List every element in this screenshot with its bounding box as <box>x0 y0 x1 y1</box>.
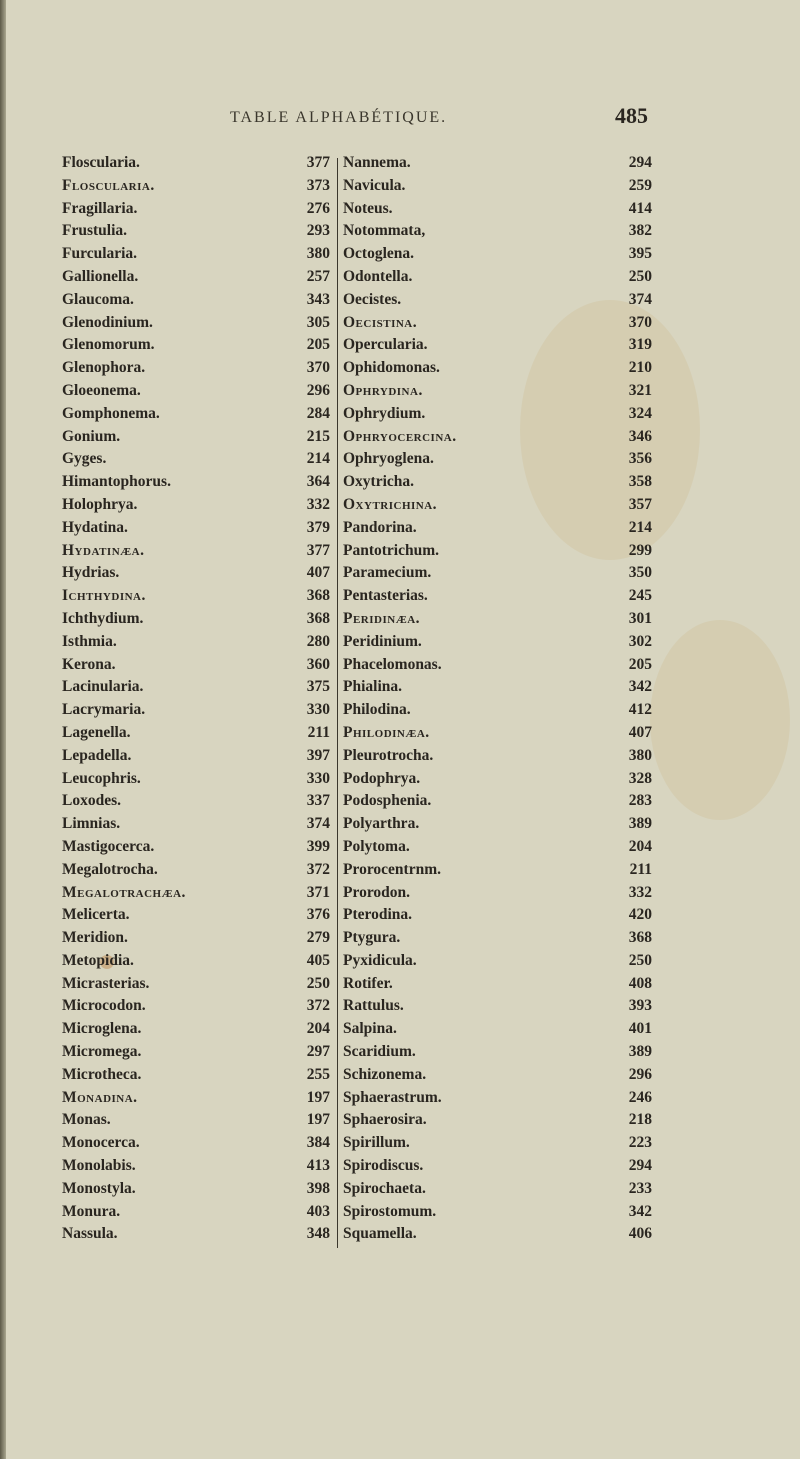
left-entry-page: 332 <box>306 495 330 513</box>
right-entry-page: 380 <box>628 746 652 764</box>
left-entry-name: Hydatinæa. <box>62 541 145 559</box>
right-entry-name: Podosphenia. <box>343 792 432 810</box>
left-entry-page: 379 <box>306 518 330 536</box>
index-row <box>0 243 800 266</box>
left-entry-page: 293 <box>306 222 330 240</box>
index-row <box>0 426 800 449</box>
right-entry-page: 223 <box>628 1134 652 1152</box>
left-entry-page: 280 <box>306 632 330 650</box>
index-row <box>0 995 800 1018</box>
right-entry-page: 214 <box>628 518 652 536</box>
index-table <box>0 152 800 1246</box>
left-entry-page: 279 <box>306 929 330 947</box>
index-row <box>0 1178 800 1201</box>
right-entry-page: 407 <box>628 723 652 741</box>
left-entry-name: Glenomorum. <box>62 336 155 354</box>
right-entry-name: Spirillum. <box>343 1134 410 1152</box>
index-row <box>0 152 800 175</box>
left-entry-page: 398 <box>306 1179 330 1197</box>
right-entry-name: Notommata, <box>343 222 426 240</box>
index-row <box>0 540 800 563</box>
right-entry-page: 357 <box>628 495 652 513</box>
left-entry-page: 368 <box>306 587 330 605</box>
page-number: 485 <box>615 103 648 128</box>
index-row <box>0 585 800 608</box>
right-entry-name: Rotifer. <box>343 974 393 992</box>
left-entry-name: Limnias. <box>62 815 121 833</box>
index-row <box>0 1087 800 1110</box>
left-entry-page: 215 <box>306 427 330 445</box>
right-entry-name: Ophryoglena. <box>343 450 434 468</box>
left-entry-name: Floscularia. <box>62 154 140 171</box>
right-entry-page: 296 <box>628 1065 652 1083</box>
left-entry-page: 372 <box>306 997 330 1015</box>
index-row <box>0 813 800 836</box>
index-row <box>0 448 800 471</box>
right-entry-page: 358 <box>628 473 652 491</box>
left-entry-name: Hydatina. <box>62 518 128 536</box>
index-row <box>0 790 800 813</box>
right-entry-name: Ophrydina. <box>343 381 423 399</box>
left-entry-name: Ichthydina. <box>62 587 146 605</box>
right-entry-name: Pyxidicula. <box>343 951 417 969</box>
index-row <box>0 676 800 699</box>
index-row <box>0 334 800 357</box>
index-row <box>0 562 800 585</box>
left-entry-name: Kerona. <box>62 655 116 673</box>
right-entry-page: 374 <box>628 290 652 308</box>
left-entry-page: 380 <box>306 245 330 263</box>
index-row <box>0 494 800 517</box>
left-entry-name: Lagenella. <box>62 723 131 741</box>
left-entry-name: Loxodes. <box>62 792 121 810</box>
right-entry-page: 210 <box>628 359 652 377</box>
index-row <box>0 745 800 768</box>
right-entry-name: Salpina. <box>343 1020 397 1038</box>
left-entry-page: 214 <box>306 450 330 468</box>
right-entry-page: 408 <box>628 974 652 992</box>
index-row <box>0 1201 800 1224</box>
right-entry-name: Noteus. <box>343 199 393 217</box>
left-entry-page: 371 <box>306 883 330 901</box>
left-entry-page: 204 <box>306 1020 330 1038</box>
left-entry-name: Glenophora. <box>62 359 146 377</box>
left-entry-name: Nassula. <box>62 1225 118 1243</box>
index-row <box>0 266 800 289</box>
left-entry-page: 407 <box>306 564 330 582</box>
right-entry-name: Spirodiscus. <box>343 1157 424 1175</box>
running-title: TABLE ALPHABÉTIQUE. <box>230 109 448 126</box>
right-entry-name: Prorodon. <box>343 883 411 901</box>
left-entry-name: Furcularia. <box>62 245 138 263</box>
right-entry-name: Sphaerosira. <box>343 1111 427 1129</box>
page-header <box>0 103 800 133</box>
left-entry-name: Metopidia. <box>62 951 134 969</box>
right-entry-name: Ophryocercina. <box>343 427 457 445</box>
left-entry-page: 205 <box>306 336 330 354</box>
left-entry-page: 211 <box>307 723 330 741</box>
index-row <box>0 1223 800 1246</box>
index-row <box>0 471 800 494</box>
right-entry-page: 250 <box>628 267 652 285</box>
left-entry-name: Mastigocerca. <box>62 837 155 855</box>
right-entry-name: Scaridium. <box>343 1043 416 1061</box>
left-entry-name: Microcodon. <box>62 997 146 1015</box>
right-entry-name: Oecistina. <box>343 313 418 331</box>
left-entry-name: Glaucoma. <box>62 290 134 308</box>
right-entry-page: 420 <box>628 906 652 924</box>
left-entry-name: Micromega. <box>62 1043 142 1061</box>
right-entry-name: Ophrydium. <box>343 404 426 422</box>
left-entry-name: Gyges. <box>62 450 107 468</box>
right-entry-name: Polyarthra. <box>343 815 420 833</box>
index-row <box>0 1155 800 1178</box>
right-entry-name: Octoglena. <box>343 245 415 263</box>
right-entry-name: Pentasterias. <box>343 587 428 605</box>
right-entry-name: Schizonema. <box>343 1065 427 1083</box>
right-entry-page: 356 <box>628 450 652 468</box>
left-entry-page: 377 <box>306 154 330 171</box>
left-entry-name: Lepadella. <box>62 746 132 764</box>
left-entry-page: 374 <box>306 815 330 833</box>
left-entry-page: 368 <box>306 609 330 627</box>
left-entry-name: Ichthydium. <box>62 609 144 627</box>
index-row <box>0 517 800 540</box>
left-entry-page: 337 <box>306 792 330 810</box>
index-row <box>0 608 800 631</box>
left-entry-page: 257 <box>306 267 330 285</box>
left-entry-page: 397 <box>306 746 330 764</box>
left-entry-page: 297 <box>306 1043 330 1061</box>
index-row <box>0 904 800 927</box>
right-entry-page: 406 <box>628 1225 652 1243</box>
left-entry-name: Gonium. <box>62 427 121 445</box>
right-entry-name: Oecistes. <box>343 290 402 308</box>
right-entry-page: 370 <box>628 313 652 331</box>
right-entry-page: 346 <box>628 427 652 445</box>
left-entry-page: 343 <box>306 290 330 308</box>
index-row <box>0 722 800 745</box>
left-entry-page: 330 <box>306 769 330 787</box>
left-entry-page: 377 <box>306 541 330 559</box>
right-entry-page: 302 <box>628 632 652 650</box>
index-row <box>0 198 800 221</box>
right-entry-name: Opercularia. <box>343 336 428 354</box>
left-entry-name: Gallionella. <box>62 267 139 285</box>
right-entry-page: 321 <box>628 381 652 399</box>
left-entry-page: 372 <box>306 860 330 878</box>
index-row <box>0 836 800 859</box>
right-entry-page: 319 <box>628 336 652 354</box>
right-entry-page: 401 <box>628 1020 652 1038</box>
index-row <box>0 950 800 973</box>
right-entry-page: 301 <box>628 609 652 627</box>
right-entry-page: 389 <box>628 815 652 833</box>
right-entry-name: Nannema. <box>343 154 411 171</box>
right-entry-page: 324 <box>628 404 652 422</box>
right-entry-page: 382 <box>628 222 652 240</box>
left-entry-name: Gomphonema. <box>62 404 160 422</box>
right-entry-page: 414 <box>628 199 652 217</box>
index-row <box>0 859 800 882</box>
left-entry-name: Gloeonema. <box>62 381 141 399</box>
right-entry-name: Philodina. <box>343 701 411 719</box>
left-entry-page: 276 <box>306 199 330 217</box>
right-entry-name: Peridinæa. <box>343 609 421 627</box>
right-entry-page: 211 <box>629 860 652 878</box>
right-entry-name: Navicula. <box>343 176 406 194</box>
left-entry-name: Microtheca. <box>62 1065 142 1083</box>
left-entry-name: Isthmia. <box>62 632 117 650</box>
left-entry-page: 405 <box>306 951 330 969</box>
left-entry-page: 370 <box>306 359 330 377</box>
right-entry-name: Spirochaeta. <box>343 1179 426 1197</box>
left-entry-name: Lacinularia. <box>62 678 144 696</box>
left-entry-name: Meridion. <box>62 929 128 947</box>
right-entry-page: 350 <box>628 564 652 582</box>
right-entry-page: 299 <box>628 541 652 559</box>
right-entry-name: Rattulus. <box>343 997 404 1015</box>
right-entry-page: 283 <box>628 792 652 810</box>
index-row <box>0 927 800 950</box>
right-entry-page: 205 <box>628 655 652 673</box>
index-row <box>0 312 800 335</box>
left-entry-name: Melicerta. <box>62 906 130 924</box>
right-entry-name: Polytoma. <box>343 837 410 855</box>
right-entry-page: 294 <box>628 1157 652 1175</box>
left-entry-name: Holophrya. <box>62 495 138 513</box>
right-entry-page: 233 <box>628 1179 652 1197</box>
index-row <box>0 1041 800 1064</box>
right-entry-page: 368 <box>628 929 652 947</box>
left-entry-page: 255 <box>306 1065 330 1083</box>
left-entry-page: 360 <box>306 655 330 673</box>
index-row <box>0 768 800 791</box>
left-entry-page: 399 <box>306 837 330 855</box>
index-row <box>0 631 800 654</box>
left-entry-page: 250 <box>306 974 330 992</box>
right-entry-name: Peridinium. <box>343 632 422 650</box>
right-entry-page: 342 <box>628 1202 652 1220</box>
left-entry-name: Monadina. <box>62 1088 138 1106</box>
left-entry-name: Megalotrocha. <box>62 860 158 878</box>
right-entry-name: Ptygura. <box>343 929 401 947</box>
right-entry-name: Phacelomonas. <box>343 655 442 673</box>
right-entry-name: Oxytrichina. <box>343 495 438 513</box>
left-entry-page: 348 <box>306 1225 330 1243</box>
index-row <box>0 654 800 677</box>
right-entry-page: 395 <box>628 245 652 263</box>
index-row <box>0 357 800 380</box>
index-row <box>0 175 800 198</box>
right-entry-page: 204 <box>628 837 652 855</box>
index-row <box>0 403 800 426</box>
left-entry-page: 373 <box>306 176 330 194</box>
right-entry-name: Philodinæa. <box>343 723 430 741</box>
left-entry-name: Monas. <box>62 1111 111 1129</box>
right-entry-page: 342 <box>628 678 652 696</box>
left-entry-name: Leucophris. <box>62 769 141 787</box>
right-entry-name: Sphaerastrum. <box>343 1088 442 1106</box>
left-entry-page: 284 <box>306 404 330 422</box>
right-entry-name: Pantotrichum. <box>343 541 440 559</box>
index-row <box>0 1064 800 1087</box>
right-entry-page: 294 <box>628 154 652 171</box>
left-entry-name: Monolabis. <box>62 1157 136 1175</box>
right-entry-page: 218 <box>628 1111 652 1129</box>
left-entry-page: 197 <box>306 1111 330 1129</box>
right-entry-name: Prorocentrnm. <box>343 860 441 878</box>
right-entry-page: 393 <box>628 997 652 1015</box>
left-entry-page: 330 <box>306 701 330 719</box>
right-entry-name: Pandorina. <box>343 518 417 536</box>
index-row <box>0 1132 800 1155</box>
index-row <box>0 289 800 312</box>
left-entry-name: Frustulia. <box>62 222 128 240</box>
index-row <box>0 1018 800 1041</box>
right-entry-name: Pleurotrocha. <box>343 746 434 764</box>
right-entry-name: Phialina. <box>343 678 403 696</box>
right-entry-page: 246 <box>628 1088 652 1106</box>
right-entry-name: Ophidomonas. <box>343 359 440 377</box>
left-entry-page: 197 <box>306 1088 330 1106</box>
right-entry-name: Podophrya. <box>343 769 421 787</box>
index-row <box>0 380 800 403</box>
right-entry-page: 412 <box>628 701 652 719</box>
right-entry-page: 259 <box>628 176 652 194</box>
left-entry-page: 296 <box>306 381 330 399</box>
left-entry-name: Micrasterias. <box>62 974 150 992</box>
right-entry-name: Pterodina. <box>343 906 413 924</box>
left-entry-page: 413 <box>306 1157 330 1175</box>
left-entry-page: 403 <box>306 1202 330 1220</box>
index-row <box>0 220 800 243</box>
left-entry-name: Monostyla. <box>62 1179 136 1197</box>
index-row <box>0 1109 800 1132</box>
left-entry-name: Himantophorus. <box>62 473 171 491</box>
right-entry-name: Spirostomum. <box>343 1202 437 1220</box>
left-entry-name: Monura. <box>62 1202 121 1220</box>
left-entry-name: Glenodinium. <box>62 313 153 331</box>
left-entry-page: 364 <box>306 473 330 491</box>
left-entry-name: Megalotrachæa. <box>62 883 186 901</box>
left-entry-name: Monocerca. <box>62 1134 140 1152</box>
right-entry-page: 332 <box>628 883 652 901</box>
right-entry-name: Paramecium. <box>343 564 432 582</box>
right-entry-page: 389 <box>628 1043 652 1061</box>
right-entry-page: 245 <box>628 587 652 605</box>
index-row <box>0 973 800 996</box>
left-entry-name: Floscularia. <box>62 176 155 194</box>
right-entry-name: Squamella. <box>343 1225 417 1243</box>
left-entry-page: 376 <box>306 906 330 924</box>
right-entry-name: Oxytricha. <box>343 473 415 491</box>
right-entry-page: 250 <box>628 951 652 969</box>
index-row <box>0 699 800 722</box>
left-entry-page: 305 <box>306 313 330 331</box>
left-entry-page: 375 <box>306 678 330 696</box>
left-entry-name: Hydrias. <box>62 564 120 582</box>
index-row <box>0 882 800 905</box>
left-entry-name: Lacrymaria. <box>62 701 146 719</box>
right-entry-name: Odontella. <box>343 267 413 285</box>
right-entry-page: 328 <box>628 769 652 787</box>
left-entry-name: Fragillaria. <box>62 199 138 217</box>
left-entry-page: 384 <box>306 1134 330 1152</box>
left-entry-name: Microglena. <box>62 1020 142 1038</box>
